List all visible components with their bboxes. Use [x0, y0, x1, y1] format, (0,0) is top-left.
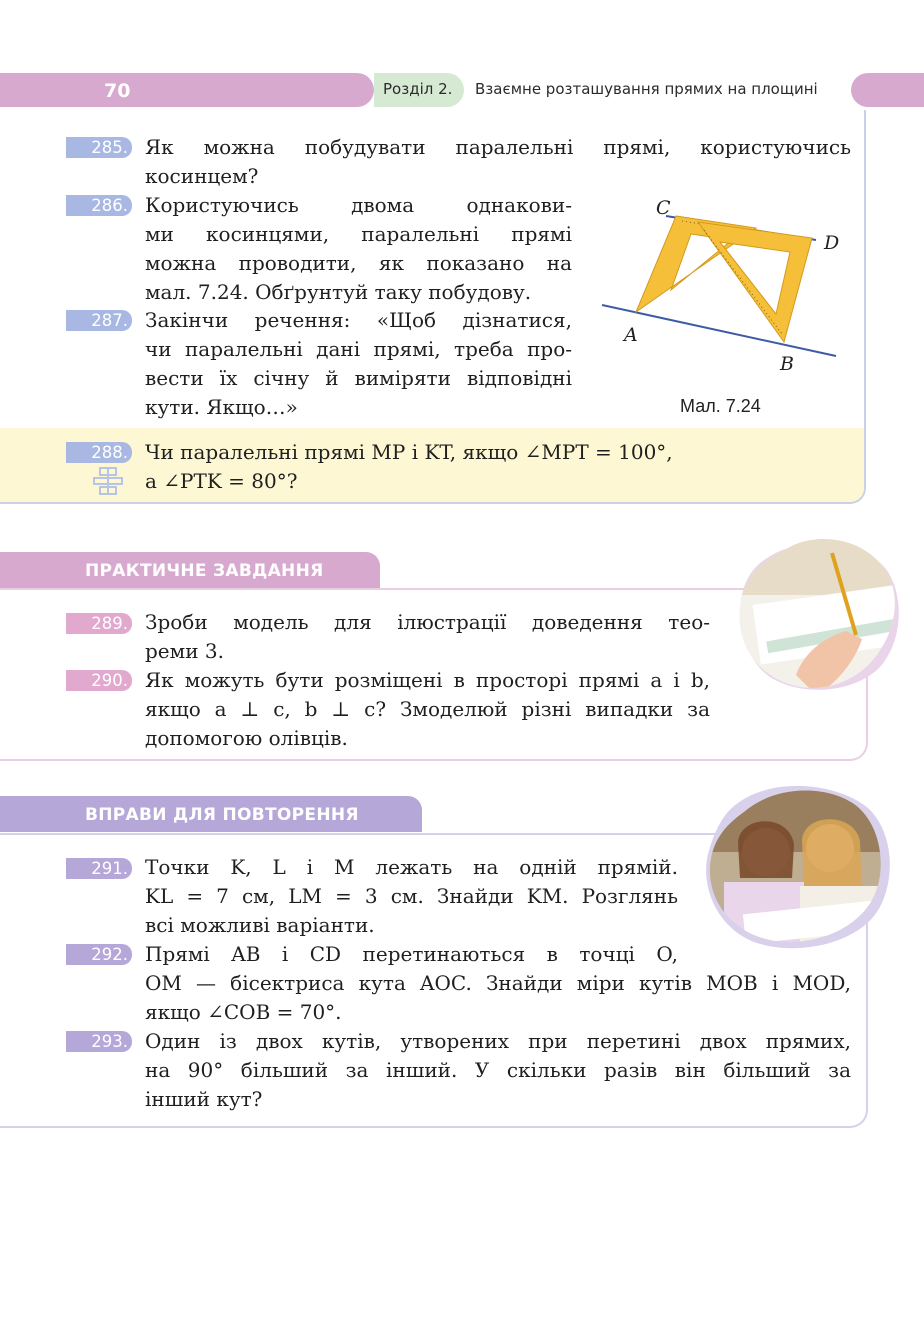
difficulty-icon [90, 466, 126, 496]
set-square-right [698, 222, 812, 342]
exercise-287-line-4: кути. Якщо…» [145, 395, 298, 419]
practical-title: ПРАКТИЧНЕ ЗАВДАННЯ [85, 561, 324, 581]
drawing-photo [736, 535, 902, 695]
exercise-290-line-2: якщо a ⊥ c, b ⊥ c? Змоделюй різні випадки за [145, 697, 710, 721]
label-d: D [824, 232, 840, 254]
label-a: A [624, 324, 638, 346]
exercise-289-line-2: реми 3. [145, 639, 224, 663]
chapter-label: Розділ 2. [383, 80, 453, 98]
exercise-number-285: 285. [66, 137, 132, 158]
chapter-title: Взаємне розташування прямих на площині [475, 80, 818, 98]
exercise-293-line-2: на 90° більший за інший. У скільки разів він більший за [145, 1058, 851, 1082]
label-c: C [656, 197, 671, 219]
header-bar-left [0, 73, 374, 107]
exercise-287-line-2: чи паралельні дані прямі, треба про- [145, 337, 572, 361]
exercise-number-293: 293. [66, 1031, 132, 1052]
exercise-number-286: 286. [66, 195, 132, 216]
exercise-number-292: 292. [66, 944, 132, 965]
label-b: B [780, 353, 794, 375]
exercise-293-line-3: інший кут? [145, 1087, 263, 1111]
exercise-285-line-2: косинцем? [145, 164, 259, 188]
review-title: ВПРАВИ ДЛЯ ПОВТОРЕННЯ [85, 805, 359, 825]
exercise-287-line-1: Закінчи речення: «Щоб дізнатися, [145, 308, 572, 332]
exercise-289-line-1: Зроби модель для ілюстрації доведення тео- [145, 610, 710, 634]
exercise-286-line-1: Користуючись двома однакови- [145, 193, 572, 217]
exercise-number-290: 290. [66, 670, 132, 691]
exercise-292-line-2: OM — бісектриса кута AOC. Знайди міри кутів MOB і MOD, [145, 971, 851, 995]
exercise-286-line-3: можна проводити, як показано на [145, 251, 572, 275]
exercise-293-line-1: Один із двох кутів, утворених при перетині двох прямих, [145, 1029, 851, 1053]
exercise-288-line-2: а ∠PTK = 80°? [145, 469, 298, 493]
exercise-number-289: 289. [66, 613, 132, 634]
exercise-292-line-3: якщо ∠COB = 70°. [145, 1000, 342, 1024]
students-photo [704, 782, 894, 952]
exercise-286-line-4: мал. 7.24. Обґрунтуй таку побудову. [145, 280, 532, 304]
figure-caption: Мал. 7.24 [680, 396, 761, 416]
exercise-292-line-1: Прямі AB і CD перетинаються в точці O, [145, 942, 678, 966]
exercise-290-line-3: допомогою олівців. [145, 726, 348, 750]
exercise-288-line-1: Чи паралельні прямі MP і KT, якщо ∠MPT = 100°, [145, 440, 673, 464]
exercise-290-line-1: Як можуть бути розміщені в просторі прямі a і b, [145, 668, 710, 692]
exercise-number-291: 291. [66, 858, 132, 879]
header-bar-right [851, 73, 924, 107]
exercise-291-line-1: Точки K, L і M лежать на одній прямій. [145, 855, 678, 879]
exercise-291-line-3: всі можливі варіанти. [145, 913, 375, 937]
figure-7-24 [596, 192, 846, 378]
exercise-291-line-2: KL = 7 см, LM = 3 см. Знайди KM. Розглянь [145, 884, 678, 908]
exercise-287-line-3: вести їх січну й виміряти відповідні [145, 366, 572, 390]
exercise-number-287: 287. [66, 310, 132, 331]
page-number: 70 [104, 80, 131, 102]
exercise-286-line-2: ми косинцями, паралельні прямі [145, 222, 572, 246]
exercise-number-288: 288. [66, 442, 132, 463]
exercise-285-line-1: Як можна побудувати паралельні прямі, користуючись [145, 135, 851, 159]
